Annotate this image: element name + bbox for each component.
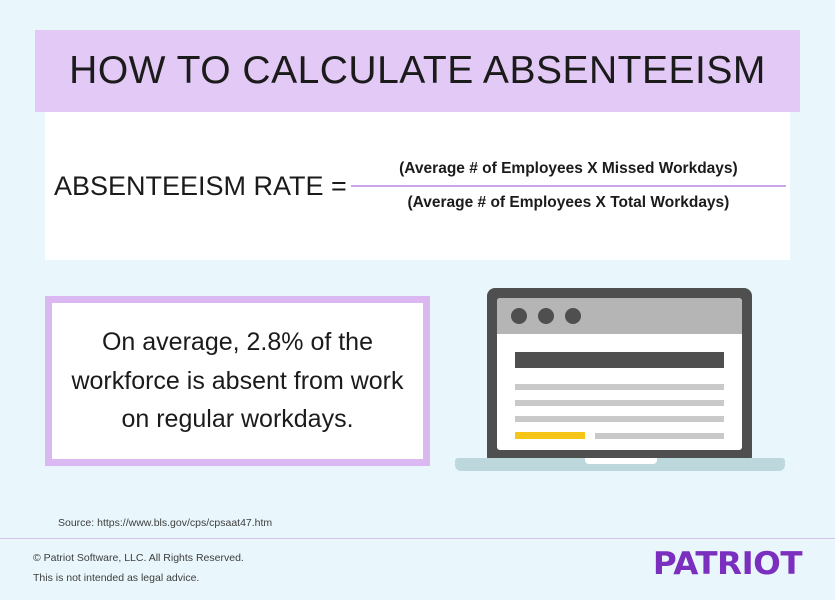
stat-text: On average, 2.8% of the workforce is absent from work on regular workdays. (71, 327, 404, 434)
laptop-screen (497, 298, 742, 450)
fraction-numerator: (Average # of Employees X Missed Workdays) (399, 160, 738, 177)
browser-dot-icon (565, 308, 581, 324)
browser-bar (497, 298, 742, 334)
formula-fraction (347, 153, 790, 219)
footer-divider (0, 538, 835, 539)
fraction-denominator: (Average # of Employees X Total Workdays) (407, 194, 730, 211)
screen-content (497, 334, 742, 439)
formula-box (45, 112, 790, 260)
placeholder-text-line (515, 400, 724, 406)
page-title: HOW TO CALCULATE ABSENTEEISM (69, 49, 766, 92)
brand-logo: PATRIOT (652, 546, 802, 582)
disclaimer-line: This is not intended as legal advice. (33, 572, 200, 585)
browser-dot-icon (538, 308, 554, 324)
source-citation: Source: https://www.bls.gov/cps/cpsaat47.htm (58, 517, 273, 529)
placeholder-text-line (515, 384, 724, 390)
placeholder-accent-bar (515, 432, 585, 439)
stat-callout-box (45, 296, 430, 466)
title-banner (35, 30, 800, 112)
copyright-line: © Patriot Software, LLC. All Rights Reserved. (33, 552, 244, 564)
footer-legal (33, 548, 244, 589)
browser-dot-icon (511, 308, 527, 324)
placeholder-text-line (595, 433, 724, 439)
formula-label: ABSENTEEISM RATE = (54, 170, 347, 201)
placeholder-text-line (515, 416, 724, 422)
placeholder-accent-row (515, 432, 724, 439)
laptop-trackpad-notch (585, 458, 657, 464)
placeholder-heading-bar (515, 352, 724, 368)
laptop-illustration (455, 288, 785, 480)
